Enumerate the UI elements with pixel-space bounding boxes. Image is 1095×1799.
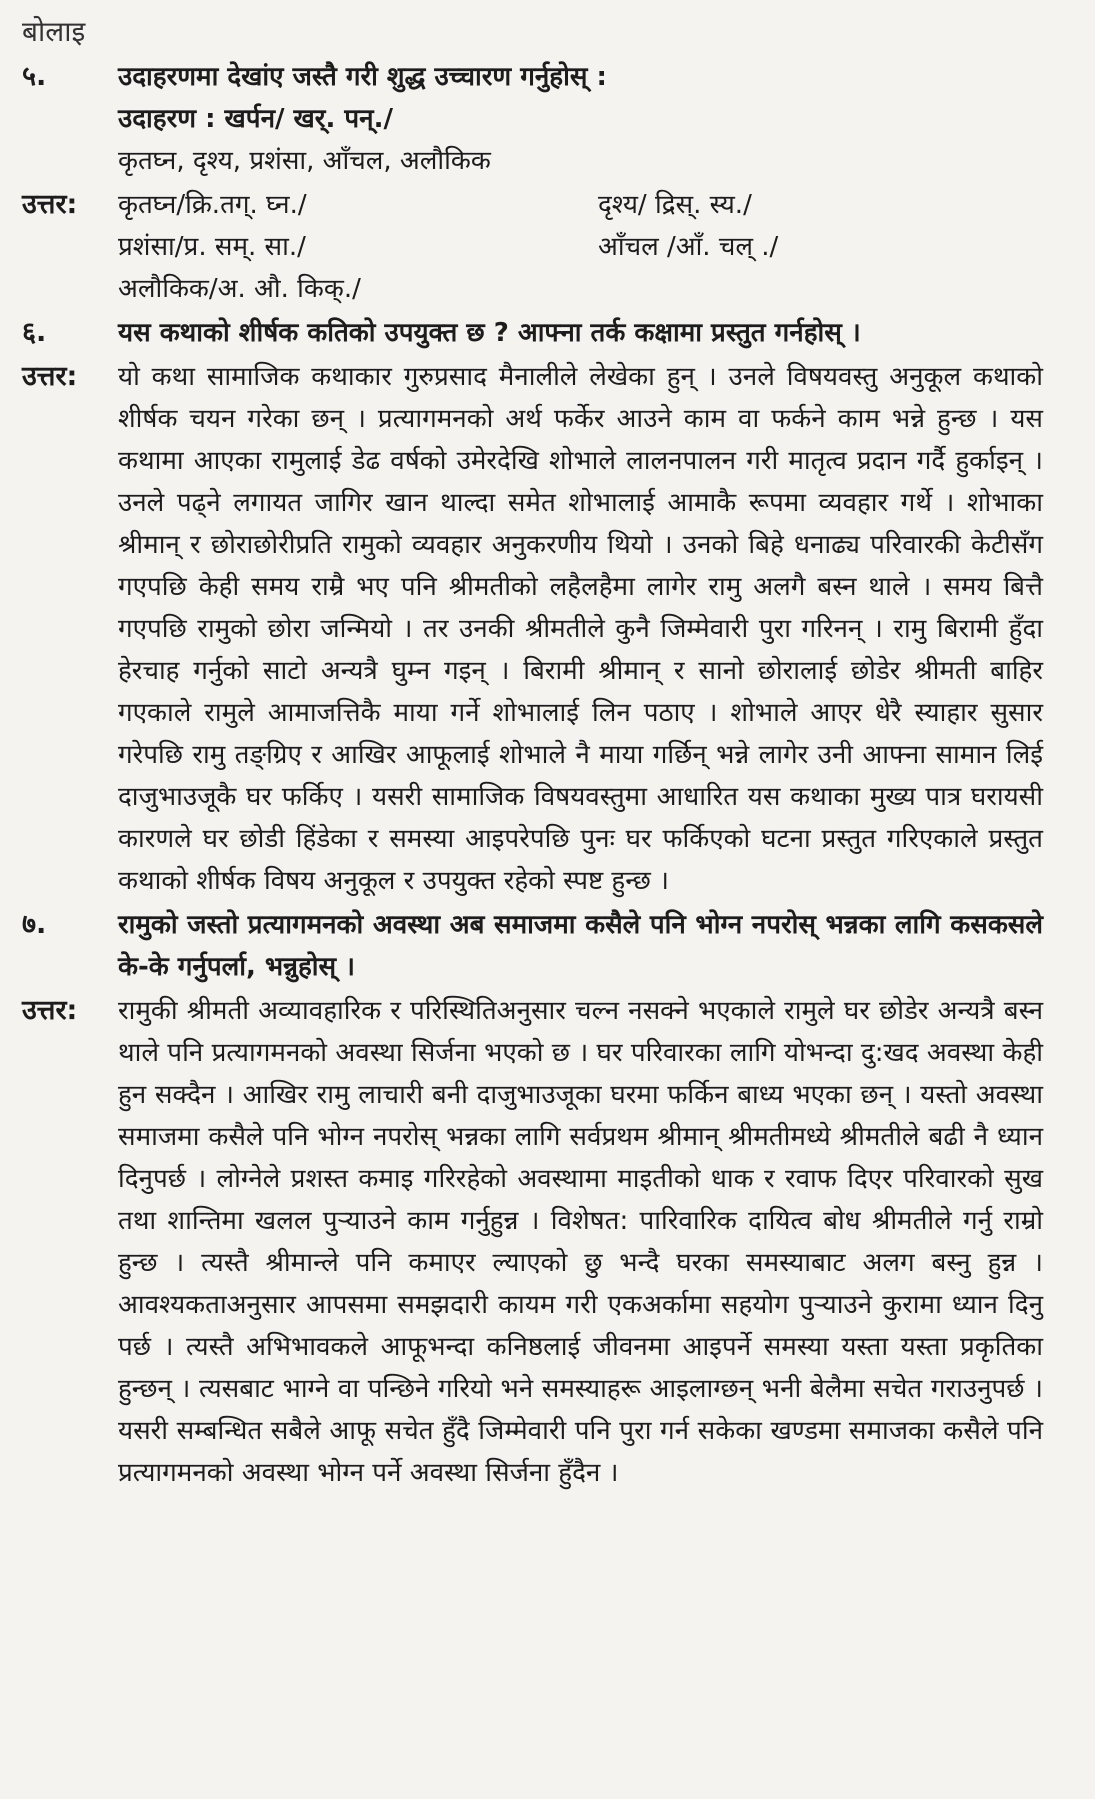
answer-label: उत्तर: xyxy=(22,995,78,1026)
answer-item: आँचल /आँ. चल् ./ xyxy=(598,232,779,262)
answer-label: उत्तर: xyxy=(22,189,78,220)
question-prompt: उदाहरणमा देखांए जस्तै गरी शुद्ध उच्चारण गर्नुहोस् : xyxy=(118,62,607,92)
answer-6 xyxy=(22,356,1043,902)
question-number: ७. xyxy=(22,909,47,940)
answer-item: दृश्य/ द्रिस्. स्य./ xyxy=(598,190,752,220)
question-5 xyxy=(22,56,1043,182)
pronunciation-answers xyxy=(118,184,1043,310)
answer-paragraph: यो कथा सामाजिक कथाकार गुरुप्रसाद मैनालीले लेखेका हुन् । उनले विषयवस्तु अनुकूल कथाको शीर्षक चयन गरेका छन् । प्रत्यागमनको अर्थ फर्केर आउने काम वा फर्कने काम भन्ने हुन्छ । यस कथामा आएका रामुलाई डेढ वर्षको उमेरदेखि शोभाले लालनपालन गरी मातृत्व प्रदान गर्दै हुर्काइन् । उनले पढ्ने लगायत जागिर खान थाल्दा समेत शोभालाई आमाकै रूपमा व्यवहार गर्थे । शोभाका श्रीमान् र छोराछोरीप्रति रामुको व्यवहार अनुकरणीय थियो । उनको बिहे धनाढ्य परिवारकी केटीसँग गएपछि केही समय राम्रै भए पनि श्रीमतीको लहैलहैमा लागेर रामु अलगै बस्न थाले । समय बित्तै गएपछि रामुको छोरा जन्मियो । तर उनकी श्रीमतीले कुनै जिम्मेवारी पुरा गरिनन् । रामु बिरामी हुँदा हेरचाह गर्नुको साटो अन्यत्रै घुम्न गइन् । बिरामी श्रीमान् र सानो छोरालाई छोडेर श्रीमती बाहिर गएकाले रामुले आमाजत्तिकै माया गर्ने शोभालाई लिन पठाए । शोभाले आएर धेरै स्याहार सुसार गरेपछि रामु तङ्ग्रिए र आखिर आफूलाई शोभाले नै माया गर्छिन् भन्ने लागेर उनी आफ्ना सामान लिई दाजुभाउजूकै घर फर्किए । यसरी सामाजिक विषयवस्तुमा आधारित यस कथाका मुख्य पात्र घरायसी कारणले घर छोडी हिंडेका र समस्या आइपरेपछि पुनः घर फर्किएको घटना प्रस्तुत गरिएकाले प्रस्तुत कथाको शीर्षक विषय अनुकूल र उपयुक्त रहेको स्पष्ट हुन्छ । xyxy=(118,362,1043,896)
answer-item: अलौकिक/अ. औ. किक्./ xyxy=(118,274,361,304)
question-number: ५. xyxy=(22,61,47,92)
question-7 xyxy=(22,904,1043,988)
section-label: बोलाइ xyxy=(22,15,86,48)
question-prompt: रामुको जस्तो प्रत्यागमनको अवस्था अब समाजमा कसैले पनि भोग्न नपरोस् भन्नका लागि कसकसले के-के गर्नुपर्ला, भन्नुहोस् । xyxy=(118,910,1043,982)
question-6 xyxy=(22,312,1043,354)
answer-label: उत्तर: xyxy=(22,361,78,392)
answer-item: कृतघ्न/क्रि.तग्. घ्न./ xyxy=(118,190,307,220)
answer-paragraph: रामुकी श्रीमती अव्यावहारिक र परिस्थितिअनुसार चल्न नसक्ने भएकाले रामुले घर छोडेर अन्यत्रै बस्न थाले पनि प्रत्यागमनको अवस्था सिर्जना भएको छ । घर परिवारका लागि योभन्दा दु:खद अवस्था केही हुन सक्दैन । आखिर रामु लाचारी बनी दाजुभाउजूका घरमा फर्किन बाध्य भएका छन् । यस्तो अवस्था समाजमा कसैले पनि भोग्न नपरोस् भन्नका लागि सर्वप्रथम श्रीमान् श्रीमतीमध्ये श्रीमतीले बढी नै ध्यान दिनुपर्छ । लोग्नेले प्रशस्त कमाइ गरिरहेको अवस्थामा माइतीको धाक र रवाफ दिएर परिवारको सुख तथा शान्तिमा खलल पुऱ्याउने काम गर्नुहुन्न । विशेषत: पारिवारिक दायित्व बोध श्रीमतीले गर्नु राम्रो हुन्छ । त्यस्तै श्रीमान्ले पनि कमाएर ल्याएको छु भन्दै घरका समस्याबाट अलग बस्नु हुन्न । आवश्यकताअनुसार आपसमा समझदारी कायम गरी एकअर्कामा सहयोग पुऱ्याउने कुरामा ध्यान दिनु पर्छ । त्यस्तै अभिभावकले आफूभन्दा कनिष्ठलाई जीवनमा आइपर्ने समस्या यस्ता यस्ता प्रकृतिका हुन्छन् । त्यसबाट भाग्ने वा पन्छिने गरियो भने समस्याहरू आइलाग्छन् भनी बेलैमा सचेत गराउनुपर्छ । यसरी सम्बन्धित सबैले आफू सचेत हुँदै जिम्मेवारी पनि पुरा गर्न सकेका खण्डमा समाजका कसैले पनि प्रत्यागमनको अवस्था भोग्न पर्ने अवस्था सिर्जना हुँदैन । xyxy=(118,996,1043,1488)
word-list: कृतघ्न, दृश्य, प्रशंसा, आँचल, अलौकिक xyxy=(118,146,491,176)
answer-5 xyxy=(22,184,1043,310)
example-line: उदाहरण : खर्पन/ खर्. पन्./ xyxy=(118,104,393,134)
answer-item: प्रशंसा/प्र. सम्. सा./ xyxy=(118,232,306,262)
answer-7 xyxy=(22,990,1043,1494)
question-number: ६. xyxy=(22,317,47,348)
question-prompt: यस कथाको शीर्षक कतिको उपयुक्त छ ? आफ्ना तर्क कक्षामा प्रस्तुत गर्नहोस् । xyxy=(118,318,861,348)
